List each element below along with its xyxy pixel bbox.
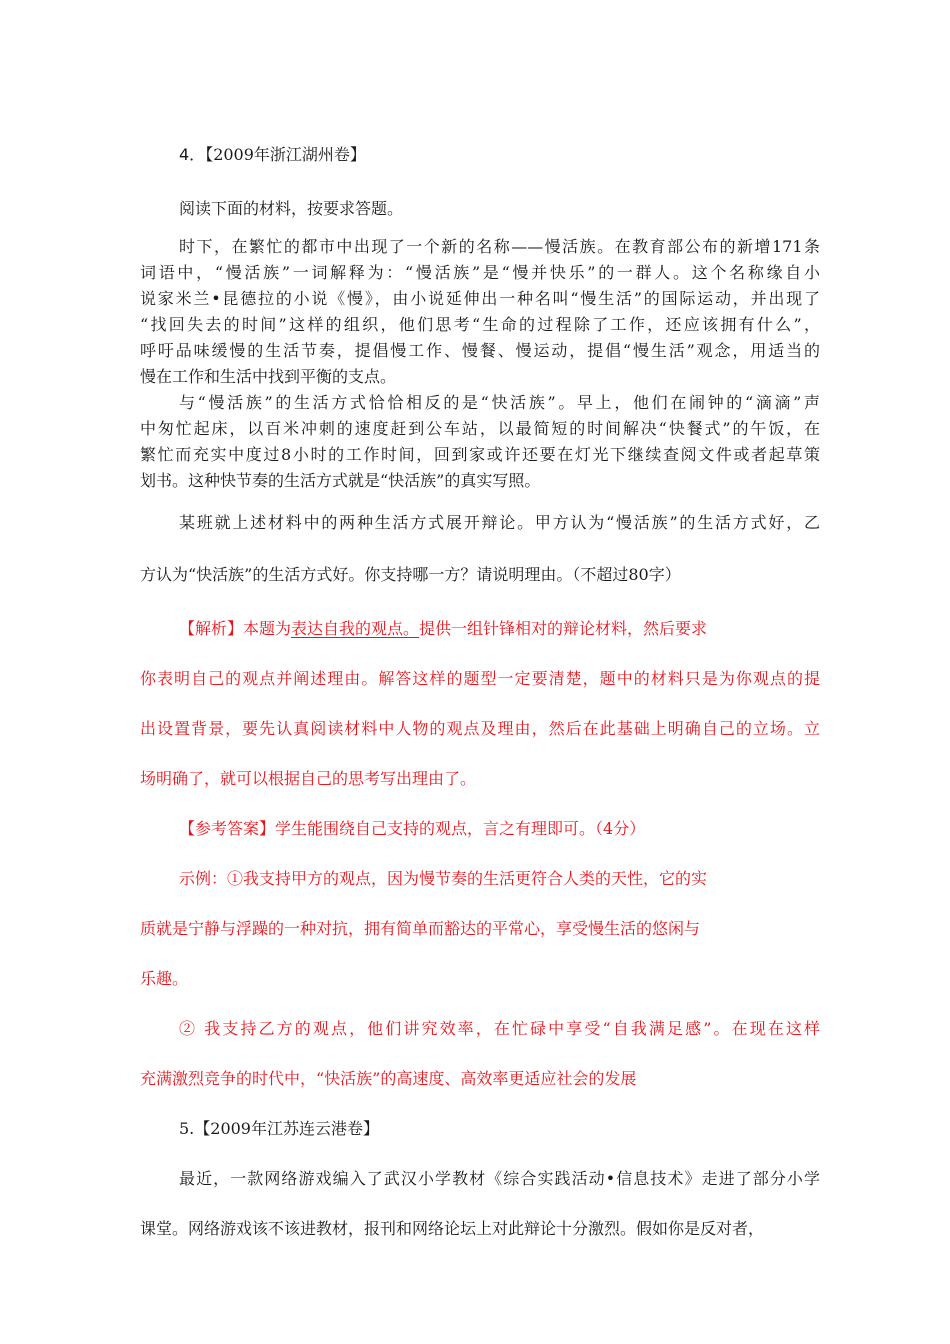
example1-line: 乐趣。: [140, 969, 189, 988]
instruction: 阅读下面的材料，按要求答题。: [179, 199, 404, 218]
question-source: 【2009年浙江湖州卷】: [205, 145, 366, 164]
q5-line: 课堂。网络游戏该不该进教材，报刊和网络论坛上对此辩论十分激烈。假如你是反对者，: [140, 1219, 765, 1238]
example1-line: 示例：①我支持甲方的观点，因为慢节奏的生活更符合人类的天性，它的实: [179, 869, 708, 888]
para2-line: 与“慢活族”的生活方式恰恰相反的是“快活族”。早上，他们在闹钟的“滴滴”声: [179, 393, 820, 412]
answer-line: [179, 816, 820, 842]
analysis-line: 你表明自己的观点并阐述理由。解答这样的题型一定要清楚，题中的材料只是为你观点的提: [140, 669, 820, 688]
example1-line: 质就是宁静与浮躁的一种对抗，拥有简单而豁达的平常心，享受慢生活的悠闲与: [140, 919, 701, 938]
answer-text: 学生能围绕自己支持的观点，言之有理即可。（4分）: [275, 819, 646, 838]
question-number: 4．: [179, 145, 206, 164]
example2-line: ② 我支持乙方的观点，他们讲究效率，在忙碌中享受“自我满足感”。在现在这样: [179, 1019, 820, 1038]
para1-line: 说家米兰•昆德拉的小说《慢》，由小说延伸出一种名叫“慢生活”的国际运动，并出现了: [140, 289, 820, 308]
analysis-line: 出设置背景，要先认真阅读材料中人物的观点及理由，然后在此基础上明确自己的立场。立: [140, 719, 820, 738]
para1-line: 慢在工作和生活中找到平衡的支点。: [140, 367, 397, 386]
para2-line: 繁忙而充实中度过8小时的工作时间，回到家或许还要在灯光下继续查阅文件或者起草策: [140, 445, 820, 464]
para1-line: “找回失去的时间”这样的组织，他们思考“生命的过程除了工作，还应该拥有什么”，: [140, 315, 820, 334]
question-5-header: 5.【2009年江苏连云港卷】: [179, 1119, 379, 1138]
para1-line: 时下，在繁忙的都市中出现了一个新的名称——慢活族。在教育部公布的新增171条: [179, 237, 820, 256]
para1-line: 呼吁品味缓慢的生活节奏，提倡慢工作、慢餐、慢运动，提倡“慢生活”观念，用适当的: [140, 341, 820, 360]
q5-line: 最近，一款网络游戏编入了武汉小学教材《综合实践活动•信息技术》走进了部分小学: [179, 1169, 820, 1188]
example2-line: 充满激烈竞争的时代中，“快活族”的高速度、高效率更适应社会的发展: [140, 1069, 637, 1088]
para2-line: 中匆忙起床，以百米冲刺的速度赶到公车站，以最简短的时间解决“快餐式”的午饭，在: [140, 419, 820, 438]
analysis-underlined: 表达自我的观点。: [291, 619, 420, 638]
question-line: 方认为“快活族”的生活方式好。你支持哪一方？请说明理由。（不超过80字）: [140, 565, 681, 584]
para1-line: 词语中，“慢活族”一词解释为：“慢活族”是“慢并快乐”的一群人。这个名称缘自小: [140, 263, 820, 282]
analysis-rest: 提供一组针锋相对的辩论材料，然后要求: [419, 619, 708, 638]
question-line: 某班就上述材料中的两种生活方式展开辩论。甲方认为“慢活族”的生活方式好，乙: [179, 513, 820, 532]
question-4-header: [179, 142, 820, 168]
analysis-lead: 本题为: [243, 619, 292, 638]
analysis-first-line: [179, 616, 820, 642]
para2-line: 划书。这种快节奏的生活方式就是“快活族”的真实写照。: [140, 471, 541, 490]
answer-tag: 【参考答案】: [179, 819, 276, 838]
analysis-line: 场明确了，就可以根据自己的思考写出理由了。: [140, 769, 477, 788]
analysis-tag: 【解析】: [179, 619, 244, 638]
